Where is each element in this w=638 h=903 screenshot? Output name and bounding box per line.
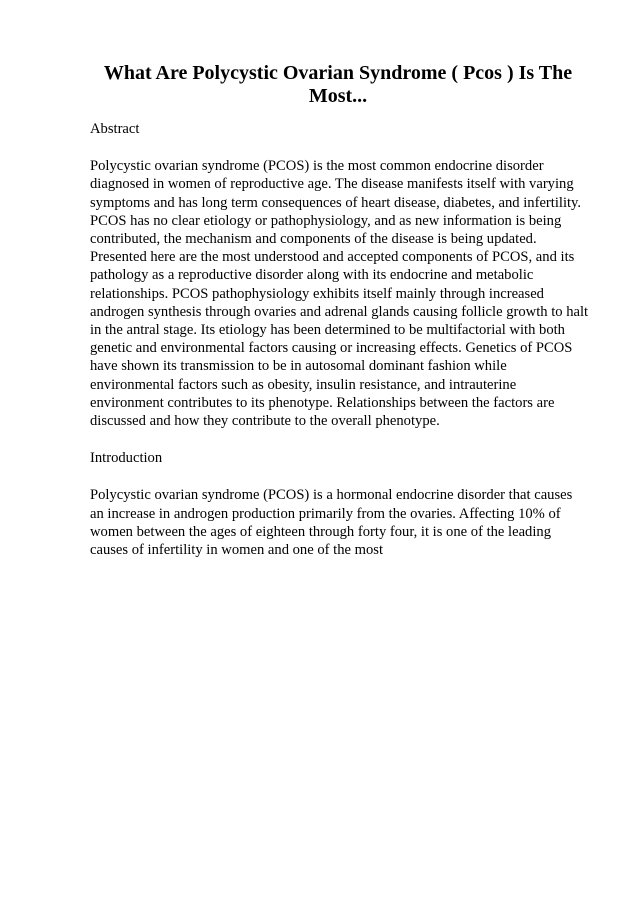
introduction-line: an increase in androgen production primarily from the ovaries. Affecting 10% of <box>90 505 561 522</box>
abstract-line: contributed, the mechanism and components of the disease is being updated. <box>90 231 537 248</box>
abstract-line: symptoms and has long term consequences of heart disease, diabetes, and infertility. <box>90 194 582 211</box>
abstract-line: environmental factors such as obesity, insulin resistance, and intrauterine <box>90 376 517 393</box>
abstract-line: pathology as a reproductive disorder along with its endocrine and metabolic <box>90 267 534 284</box>
abstract-line: Polycystic ovarian syndrome (PCOS) is the most common endocrine disorder <box>90 158 544 175</box>
abstract-line: diagnosed in women of reproductive age. The disease manifests itself with varying <box>90 176 574 193</box>
introduction-heading: Introduction <box>90 450 163 467</box>
abstract-paragraph <box>90 157 594 430</box>
abstract-line: discussed and how they contribute to the overall phenotype. <box>90 413 440 430</box>
abstract-line: have shown its transmission to be in autosomal dominant fashion while <box>90 358 507 375</box>
document-body <box>90 120 594 578</box>
abstract-line: environment contributes to its phenotype. Relationships between the factors are <box>90 394 555 411</box>
abstract-heading: Abstract <box>90 121 140 137</box>
abstract-line: PCOS has no clear etiology or pathophysiology, and as new information is being <box>90 212 562 229</box>
abstract-line: relationships. PCOS pathophysiology exhibits itself mainly through increased <box>90 285 544 302</box>
introduction-line: causes of infertility in women and one of the most <box>90 542 384 559</box>
introduction-line: women between the ages of eighteen through forty four, it is one of the leading <box>90 523 552 540</box>
abstract-line: in the antral stage. Its etiology has been determined to be multifactorial with both <box>90 322 565 339</box>
abstract-line: androgen synthesis through ovaries and adrenal glands causing follicle growth to halt <box>90 303 589 320</box>
introduction-line: Polycystic ovarian syndrome (PCOS) is a hormonal endocrine disorder that causes <box>90 487 573 504</box>
document-title: What Are Polycystic Ovarian Syndrome ( Pcos ) Is The Most... <box>103 62 573 107</box>
abstract-line: genetic and environmental factors causing or increasing effects. Genetics of PCOS <box>90 340 573 357</box>
introduction-paragraph <box>90 486 594 559</box>
abstract-line: Presented here are the most understood and accepted components of PCOS, and its <box>90 249 575 266</box>
